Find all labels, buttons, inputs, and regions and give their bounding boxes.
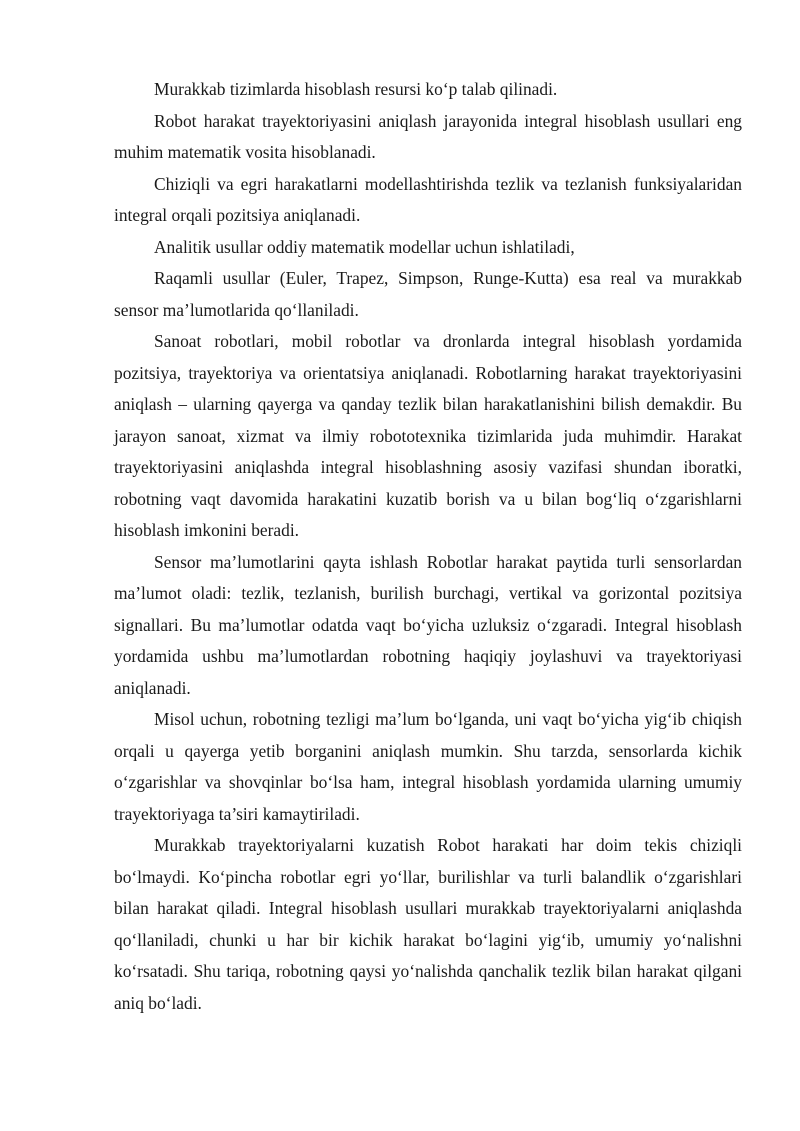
paragraph-resource-demand: Murakkab tizimlarda hisoblash resursi ko‘p talab qilinadi. xyxy=(154,79,558,99)
paragraph-linear-curved-motion: Chiziqli va egri harakatlarni modellashtirishda tezlik va tezlanish funksiyalaridan integral orqali pozitsiya aniqlanadi. xyxy=(114,173,742,225)
paragraph-analytic-methods: Analitik usullar oddiy matematik modellar uchun ishlatiladi, xyxy=(154,236,575,257)
document-body xyxy=(114,74,742,1019)
paragraph-complex-trajectories: Murakkab trayektoriyalarni kuzatish Robot harakati har doim tekis chiziqli bo‘lmaydi. Ko‘pincha robotlar egri yo‘llar, burilishlar va turli balandlik o‘zgarishlari bilan harakat qiladi. Integral hisoblash usullari murakkab trayektoriyalarni aniqlashda qo‘llaniladi, chunki u har bir kichik harakat bo‘lagini yig‘ib, umumiy yo‘nalishni ko‘rsatadi. Shu tariqa, robotning qaysi yo‘nalishda qanchalik tezlik bilan harakat qilgani aniq bo‘ladi. xyxy=(114,835,742,1013)
paragraph-integral-methods: Robot harakat trayektoriyasini aniqlash jarayonida integral hisoblash usullari eng muhim matematik vosita hisoblanadi. xyxy=(114,110,742,162)
paragraph-industrial-robots: Sanoat robotlari, mobil robotlar va dronlarda integral hisoblash yordamida pozitsiya, trayektoriya va orientatsiya aniqlanadi. Robotlarning harakat trayektoriyasini aniqlash – ularning qayerga va qanday tezlik bilan harakatlanishini bilish demakdir. Bu jarayon sanoat, xizmat va ilmiy robototexnika tizimlarida juda muhimdir. Harakat trayektoriyasini aniqlashda integral hisoblashning asosiy vazifasi shundan iboratki, robotning vaqt davomida harakatini kuzatib borish va u bilan bog‘liq o‘zgarishlarni hisoblash imkonini beradi. xyxy=(114,331,742,540)
paragraph-sensor-data: Sensor ma’lumotlarini qayta ishlash Robotlar harakat paytida turli sensorlardan ma’lumot oladi: tezlik, tezlanish, burilish burchagi, vertikal va gorizontal pozitsiya signallari. Bu ma’lumotlar odatda vaqt bo‘yicha uzluksiz o‘zgaradi. Integral hisoblash yordamida ushbu ma’lumotlardan robotning haqiqiy joylashuvi va trayektoriyasi aniqlanadi. xyxy=(114,551,742,698)
paragraph-numerical-methods: Raqamli usullar (Euler, Trapez, Simpson, Runge-Kutta) esa real va murakkab sensor ma’lumotlarida qo‘llaniladi. xyxy=(114,268,742,320)
paragraph-velocity-example: Misol uchun, robotning tezligi ma’lum bo‘lganda, uni vaqt bo‘yicha yig‘ib chiqish orqali u qayerga yetib borganini aniqlash mumkin. Shu tarzda, sensorlarda kichik o‘zgarishlar va shovqinlar bo‘lsa ham, integral hisoblash yordamida ularning umumiy trayektoriyaga ta’siri kamaytiriladi. xyxy=(114,709,742,824)
